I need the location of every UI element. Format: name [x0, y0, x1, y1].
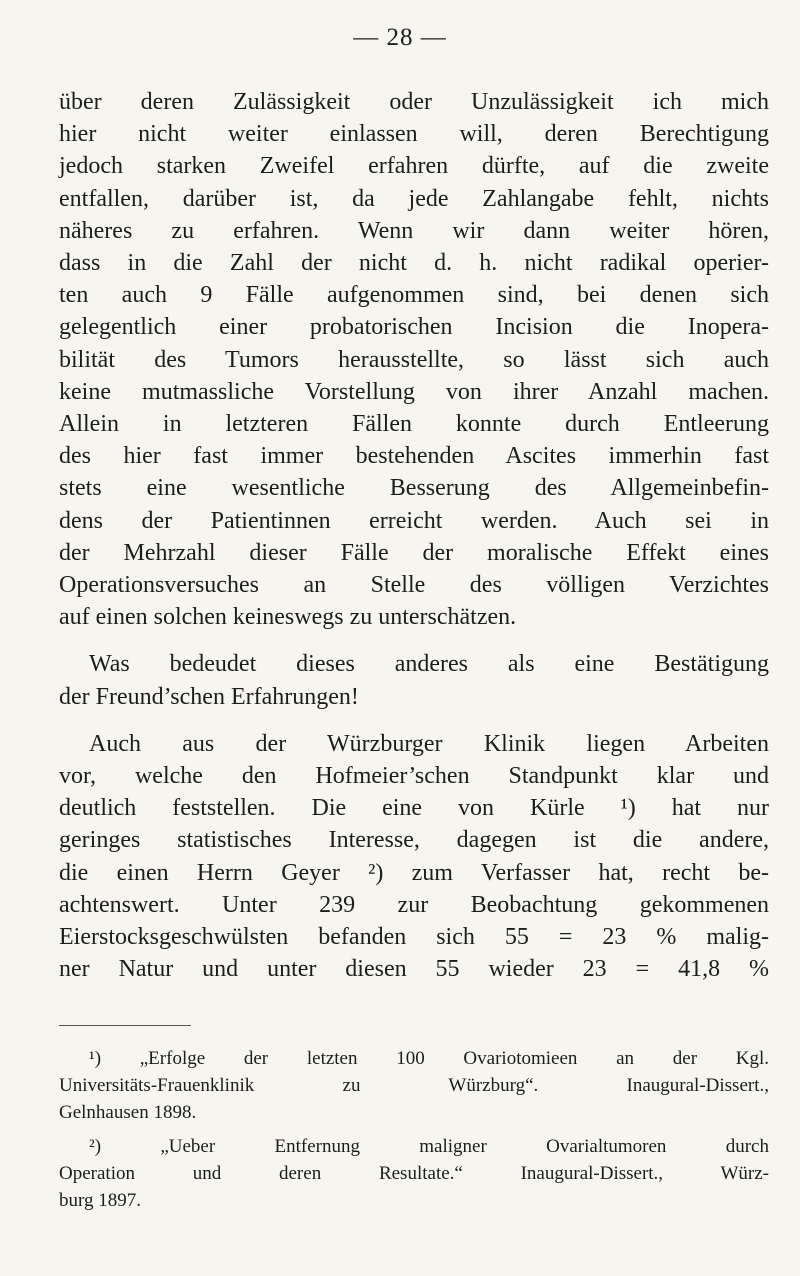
text-line: Operationsversuches an Stelle des völligen Verzichtes	[59, 572, 769, 599]
paragraph	[59, 648, 769, 712]
body-text	[59, 86, 769, 985]
text-line: bilität des Tumors herausstellte, so lässt sich auch	[59, 346, 769, 373]
text-line: des hier fast immer bestehenden Ascites immerhin fast	[59, 443, 769, 470]
paragraph	[59, 728, 769, 986]
text-line: die einen Herrn Geyer ²) zum Verfasser hat, recht be-	[59, 859, 769, 886]
text-line: dens der Patientinnen erreicht werden. Auch sei in	[59, 507, 769, 534]
page-number: — 28 —	[353, 24, 447, 51]
text-line: über deren Zulässigkeit oder Unzulässigkeit ich mich	[59, 89, 769, 115]
paragraph	[59, 86, 769, 633]
text-line: gelegentlich einer probatorischen Incision die Inopera-	[59, 314, 769, 341]
text-line: stets eine wesentliche Besserung des Allgemeinbefin-	[59, 475, 769, 502]
footnote	[59, 1133, 769, 1214]
footnotes	[59, 1045, 769, 1214]
text-line: Was bedeudet dieses anderes als eine Bestätigung	[89, 651, 769, 678]
text-line: entfallen, darüber ist, da jede Zahlangabe fehlt, nichts	[59, 185, 769, 212]
text-line: dass in die Zahl der nicht d. h. nicht radikal operier-	[59, 250, 769, 277]
text-line: geringes statistisches Interesse, dagegen ist die andere,	[59, 827, 769, 854]
text-line: auf einen solchen keineswegs zu unterschätzen.	[59, 604, 517, 631]
text-line: vor, welche den Hofmeier’schen Standpunkt klar und	[59, 763, 769, 790]
text-line: Auch aus der Würzburger Klinik liegen Arbeiten	[89, 730, 769, 757]
footnote-line: Operation und deren Resultate.“ Inaugural-Dissert., Würz-	[59, 1163, 769, 1184]
footnote-line: ¹) „Erfolge der letzten 100 Ovariotomieen an der Kgl.	[89, 1048, 769, 1069]
text-line: hier nicht weiter einlassen will, deren Berechtigung	[59, 121, 769, 148]
text-line: deutlich feststellen. Die eine von Kürle ¹) hat nur	[59, 795, 769, 822]
text-line: der Freund’schen Erfahrungen!	[59, 683, 359, 710]
text-line: ner Natur und unter diesen 55 wieder 23 = 41,8 %	[59, 956, 769, 983]
text-line: ten auch 9 Fälle aufgenommen sind, bei denen sich	[59, 282, 769, 309]
footnote-line: Universitäts-Frauenklinik zu Würzburg“. Inaugural-Dissert.,	[59, 1075, 769, 1096]
text-line: jedoch starken Zweifel erfahren dürfte, auf die zweite	[59, 153, 769, 180]
text-line: Allein in letzteren Fällen konnte durch Entleerung	[59, 411, 769, 438]
footnote-line: ²) „Ueber Entfernung maligner Ovarialtumoren durch	[89, 1136, 769, 1157]
footnote	[59, 1045, 769, 1126]
footnote-divider	[59, 1025, 191, 1026]
text-line: keine mutmassliche Vorstellung von ihrer Anzahl machen.	[59, 378, 769, 405]
text-line: näheres zu erfahren. Wenn wir dann weiter hören,	[59, 217, 769, 244]
footnote-line: burg 1897.	[59, 1190, 141, 1211]
text-line: der Mehrzahl dieser Fälle der moralische Effekt eines	[59, 539, 769, 566]
text-line: Eierstocksgeschwülsten befanden sich 55 = 23 % malig-	[59, 924, 769, 951]
footnote-line: Gelnhausen 1898.	[59, 1102, 197, 1123]
text-line: achtenswert. Unter 239 zur Beobachtung gekommenen	[59, 891, 769, 918]
